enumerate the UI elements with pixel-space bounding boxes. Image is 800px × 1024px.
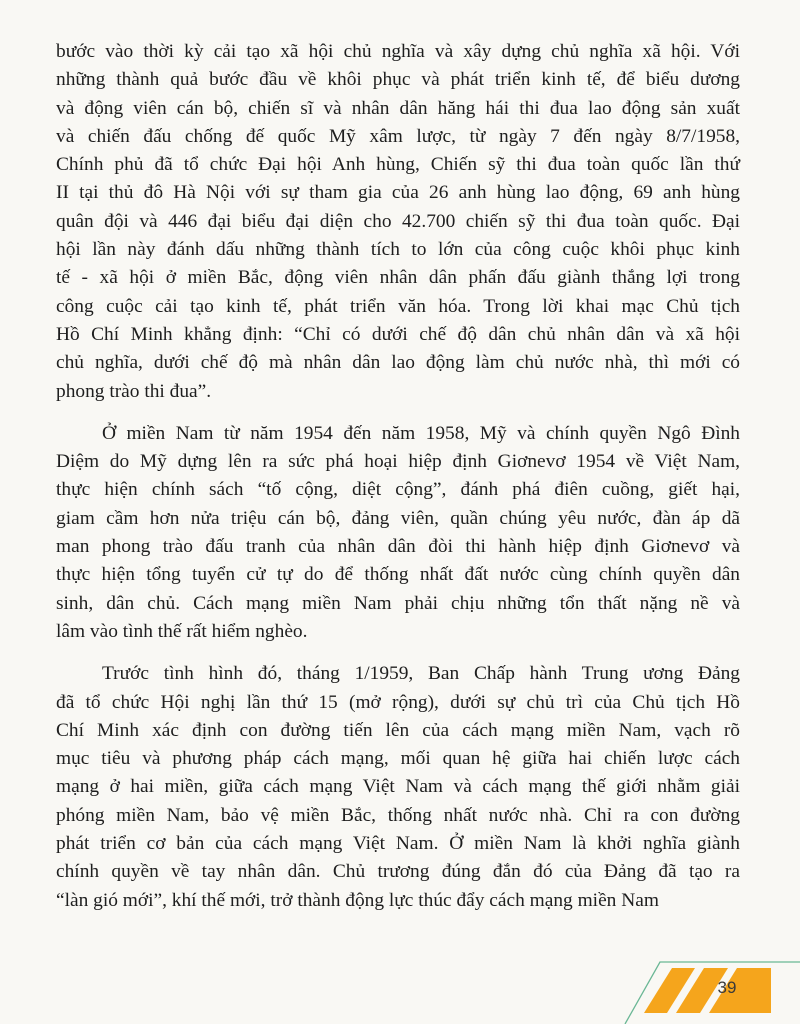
paragraph: [56, 38, 740, 406]
footer-decoration: [0, 945, 800, 1024]
paragraph: [56, 420, 740, 646]
text-line: đã tổ chức Hội nghị lần thứ 15 (mở rộng), dưới sự chủ trì của Chủ tịch Hồ: [56, 691, 740, 713]
text-line: sinh, dân chủ. Cách mạng miền Nam phải chịu những tổn thất nặng nề và: [56, 592, 740, 614]
text-line: và chiến đấu chống đế quốc Mỹ xâm lược, từ ngày 7 đến ngày 8/7/1958,: [56, 125, 740, 147]
text-line: những thành quả bước đầu về khôi phục và phát triển kinh tế, để biểu dương: [56, 69, 740, 91]
text-line: Hồ Chí Minh khẳng định: “Chỉ có dưới chế độ dân chủ nhân dân và xã hội: [56, 323, 740, 345]
text-line: Chính phủ đã tổ chức Đại hội Anh hùng, Chiến sỹ thi đua toàn quốc lần thứ: [56, 154, 740, 176]
text-line: chính quyền về tay nhân dân. Chủ trương đúng đắn đó của Đảng đã tạo ra: [56, 861, 740, 883]
text-line: hội lần này đánh dấu những thành tích to lớn của công cuộc khôi phục kinh: [56, 239, 740, 261]
text-line: quân đội và 446 đại biểu đại diện cho 42.700 chiến sỹ thi đua toàn quốc. Đại: [56, 210, 740, 232]
text-line: man phong trào đấu tranh của nhân dân đòi thi hành hiệp định Giơnevơ và: [56, 536, 740, 558]
text-line: thực hiện tổng tuyển cử tự do để thống nhất đất nước cùng chính quyền dân: [56, 564, 740, 586]
text-line: lâm vào tình thế rất hiểm nghèo.: [56, 620, 308, 642]
text-line: công cuộc cải tạo kinh tế, phát triển văn hóa. Trong lời khai mạc Chủ tịch: [56, 295, 740, 317]
text-line: Chí Minh xác định con đường tiến lên của cách mạng miền Nam, vạch rõ: [56, 719, 740, 741]
text-line: phóng miền Nam, bảo vệ miền Bắc, thống nhất nước nhà. Chỉ ra con đường: [56, 804, 740, 826]
text-line: tế - xã hội ở miền Bắc, động viên nhân dân phấn đấu giành thắng lợi trong: [56, 267, 740, 289]
text-line: Diệm do Mỹ dựng lên ra sức phá hoại hiệp định Giơnevơ 1954 về Việt Nam,: [56, 451, 740, 473]
text-line: giam cầm hơn nửa triệu cán bộ, đảng viên, quần chúng yêu nước, đàn áp dã: [56, 507, 740, 529]
text-line: “làn gió mới”, khí thế mới, trở thành động lực thúc đẩy cách mạng miền Nam: [56, 889, 659, 911]
text-line: II tại thủ đô Hà Nội với sự tham gia của 26 anh hùng lao động, 69 anh hùng: [56, 182, 740, 204]
text-line: mạng ở hai miền, giữa cách mạng Việt Nam và cách mạng thế giới nhằm giải: [56, 776, 740, 798]
text-line: chủ nghĩa, dưới chế độ mà nhân dân lao động làm chủ nước nhà, thì mới có: [56, 352, 740, 374]
text-line: Ở miền Nam từ năm 1954 đến năm 1958, Mỹ và chính quyền Ngô Đình: [102, 422, 740, 444]
text-line: bước vào thời kỳ cải tạo xã hội chủ nghĩa và xây dựng chủ nghĩa xã hội. Với: [56, 41, 740, 62]
page-number: 39: [717, 978, 737, 997]
text-line: Trước tình hình đó, tháng 1/1959, Ban Chấp hành Trung ương Đảng: [102, 663, 740, 685]
text-line: phong trào thi đua”.: [56, 380, 212, 402]
text-line: và động viên cán bộ, chiến sĩ và nhân dân hăng hái thi đua lao động sản xuất: [56, 97, 740, 119]
text-line: phát triển cơ bản của cách mạng Việt Nam. Ở miền Nam là khởi nghĩa giành: [56, 833, 740, 855]
text-line: mục tiêu và phương pháp cách mạng, mối quan hệ giữa hai chiến lược cách: [56, 748, 740, 770]
body-text: [56, 38, 740, 929]
text-line: thực hiện chính sách “tố cộng, diệt cộng”, đánh phá điên cuồng, giết hại,: [56, 479, 740, 501]
paragraph: [56, 660, 740, 915]
